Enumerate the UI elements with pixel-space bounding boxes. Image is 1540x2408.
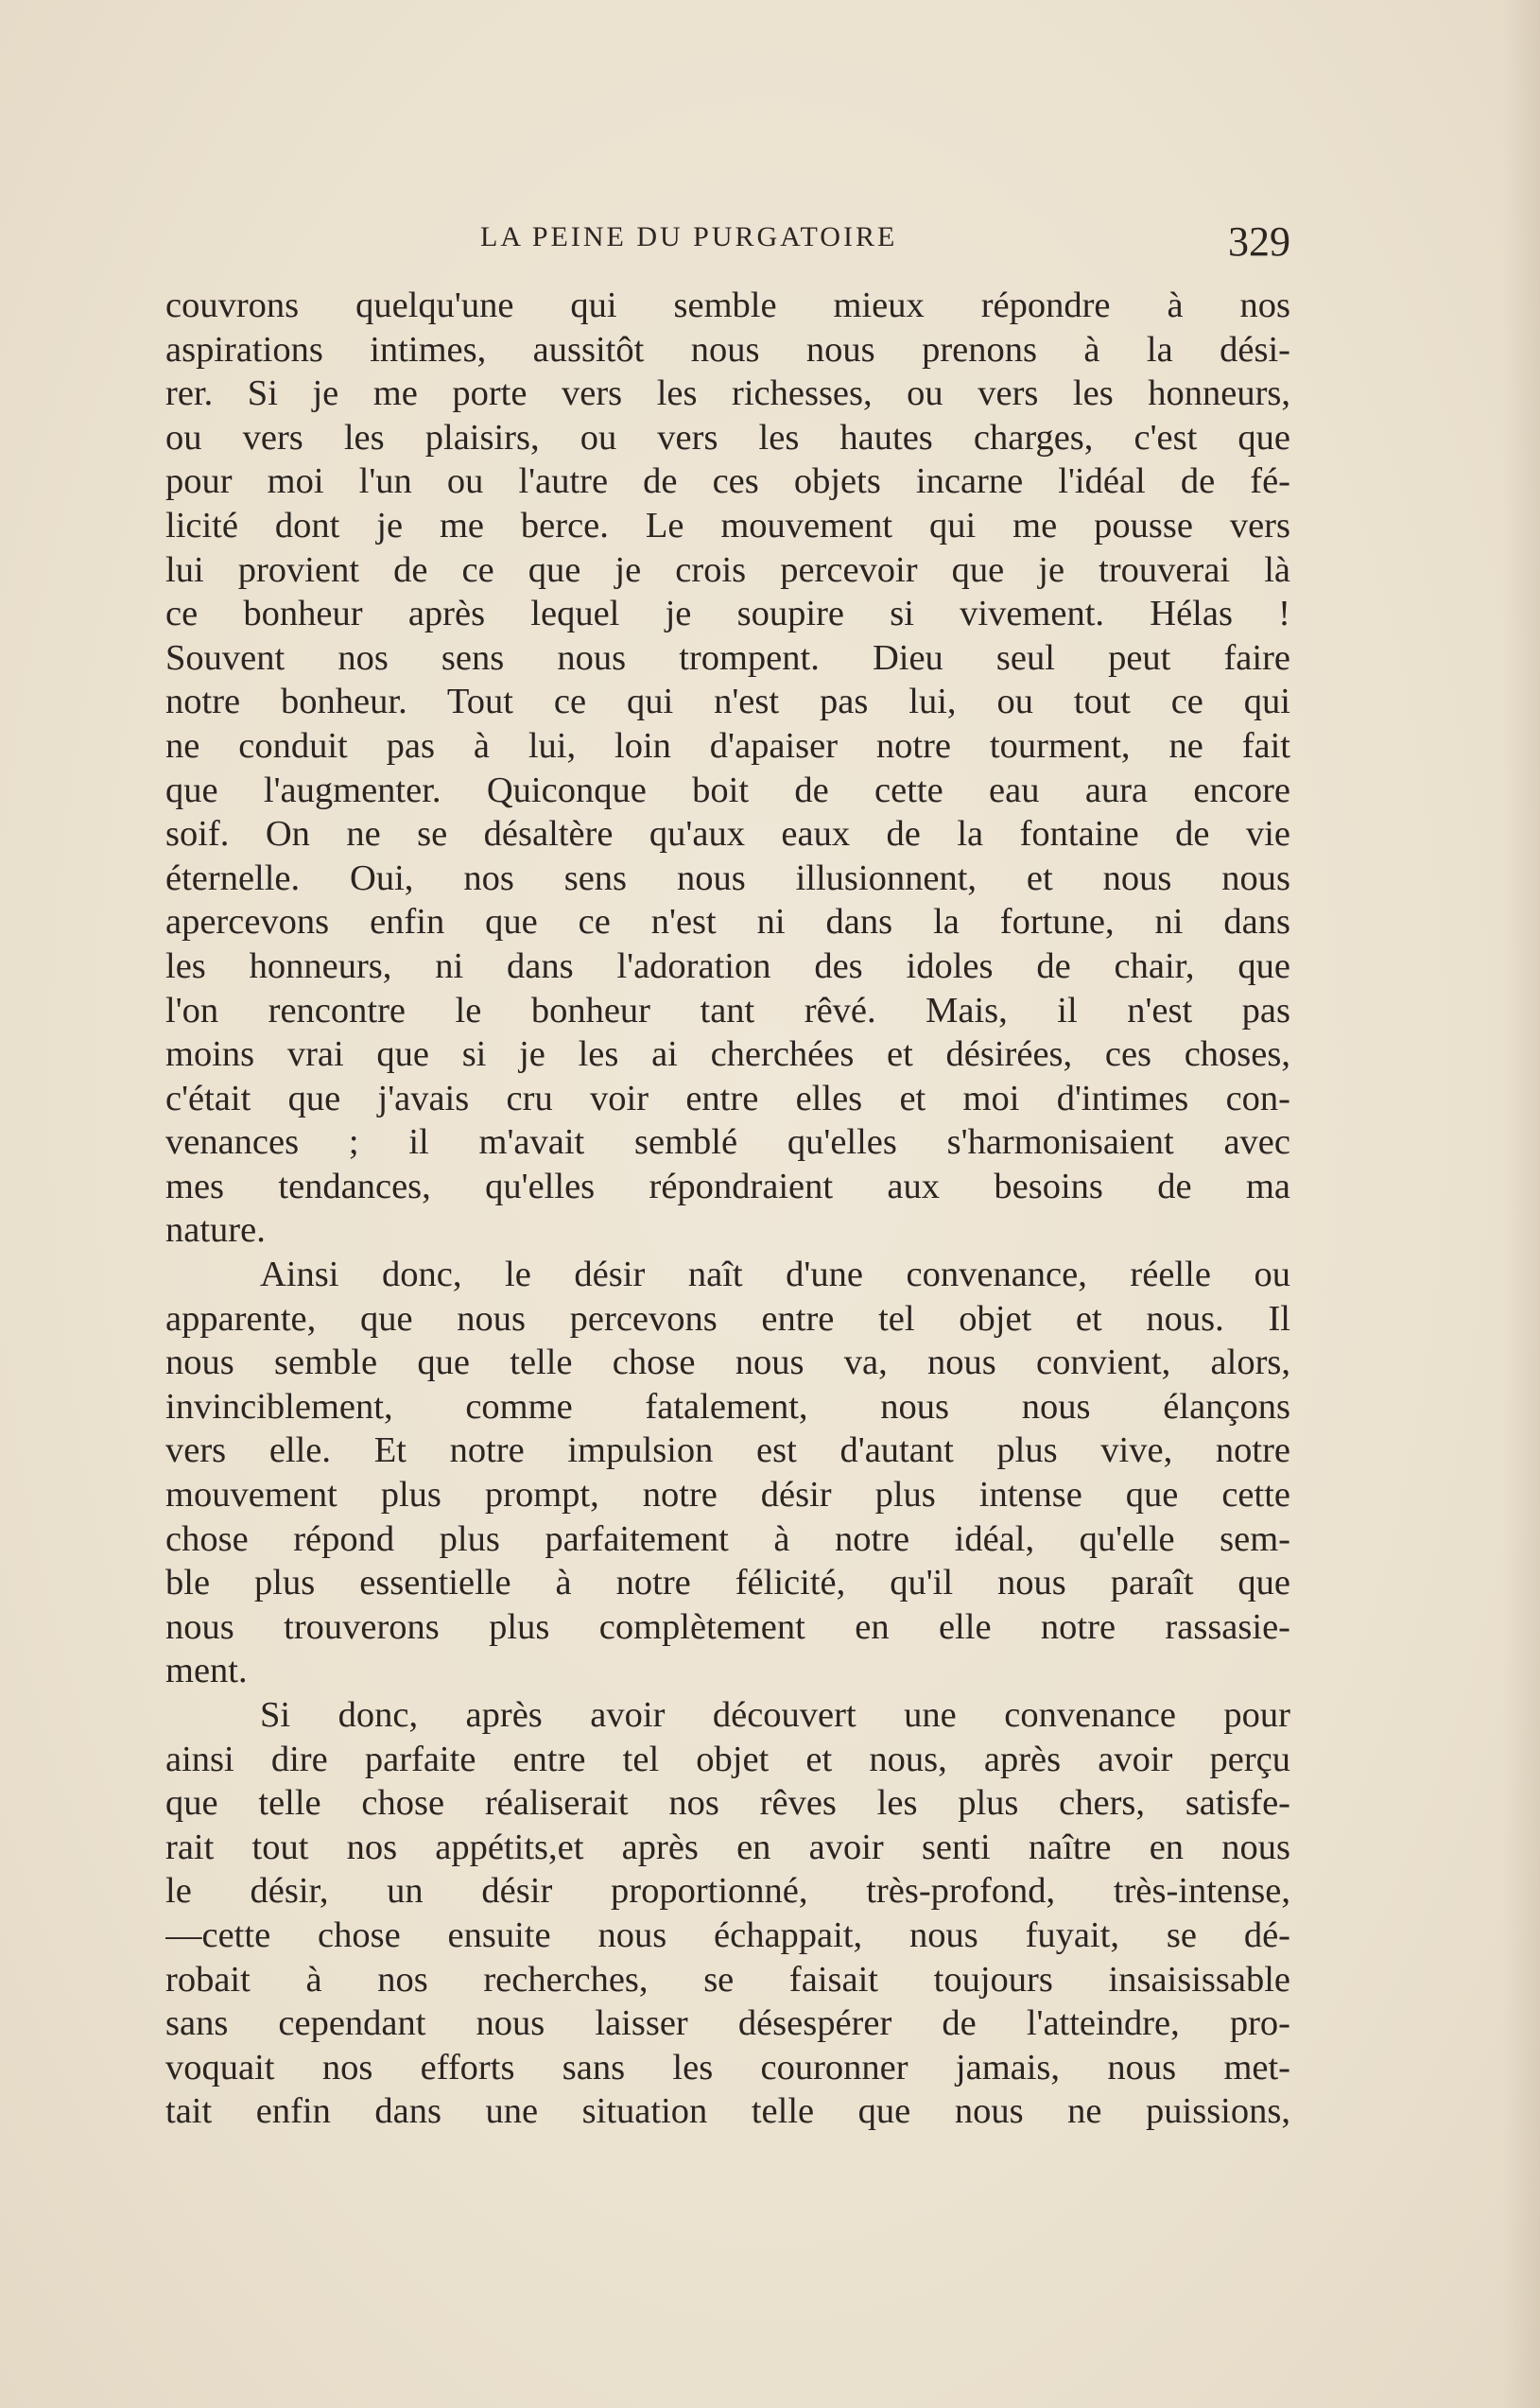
text-line: sans cependant nous laisser désespérer de l'atteindre, pro-	[165, 2003, 1290, 2044]
text-line: rait tout nos appétits,et après en avoir senti naître en nous	[165, 1827, 1290, 1867]
text-line: lui provient de ce que je crois percevoir que je trouverai là	[165, 549, 1290, 590]
text-line: invinciblement, comme fatalement, nous nous élançons	[165, 1386, 1290, 1427]
text-line: les honneurs, ni dans l'adoration des idoles de chair, que	[165, 945, 1290, 986]
text-line: mouvement plus prompt, notre désir plus intense que cette	[165, 1475, 1290, 1516]
text-line: ce bonheur après lequel je soupire si vivement. Hélas !	[165, 594, 1290, 634]
text-line: robait à nos recherches, se faisait toujours insaisissable	[165, 1959, 1290, 2000]
running-title: LA PEINE DU PURGATOIRE	[480, 221, 898, 252]
text-line: voquait nos efforts sans les couronner jamais, nous met-	[165, 2047, 1290, 2088]
text-line: nature.	[165, 1210, 266, 1251]
text-line: nous semble que telle chose nous va, nous convient, alors,	[165, 1343, 1290, 1383]
text-line: c'était que j'avais cru voir entre elles et moi d'intimes con-	[165, 1078, 1290, 1118]
text-line: ble plus essentielle à notre félicité, qu'il nous paraît que	[165, 1563, 1290, 1603]
page-number: 329	[1228, 218, 1290, 265]
text-line: que telle chose réaliserait nos rêves les plus chers, satisfe-	[165, 1783, 1290, 1824]
text-line: Souvent nos sens nous trompent. Dieu seul peut faire	[165, 637, 1290, 678]
text-line: notre bonheur. Tout ce qui n'est pas lui, ou tout ce qui	[165, 682, 1290, 722]
text-line: l'on rencontre le bonheur tant rêvé. Mais, il n'est pas	[165, 990, 1290, 1031]
text-line: tait enfin dans une situation telle que nous ne puissions,	[165, 2091, 1290, 2132]
text-line: aspirations intimes, aussitôt nous nous prenons à la dési-	[165, 329, 1290, 370]
paragraph-start-line: Si donc, après avoir découvert une convenance pour	[260, 1695, 1290, 1735]
text-line: rer. Si je me porte vers les richesses, ou vers les honneurs,	[165, 373, 1290, 414]
text-line: ment.	[165, 1651, 248, 1691]
text-line: nous trouverons plus complètement en elle notre rassasie-	[165, 1606, 1290, 1647]
text-line: chose répond plus parfaitement à notre idéal, qu'elle sem-	[165, 1518, 1290, 1559]
text-line: vers elle. Et notre impulsion est d'autant plus vive, notre	[165, 1430, 1290, 1471]
text-line: venances ; il m'avait semblé qu'elles s'harmonisaient avec	[165, 1122, 1290, 1163]
text-line: moins vrai que si je les ai cherchées et désirées, ces choses,	[165, 1034, 1290, 1075]
page-edge-shadow	[1502, 0, 1540, 2408]
text-line: licité dont je me berce. Le mouvement qui me pousse vers	[165, 505, 1290, 546]
running-head	[165, 217, 1290, 274]
text-line: ou vers les plaisirs, ou vers les hautes charges, c'est que	[165, 417, 1290, 458]
text-line: mes tendances, qu'elles répondraient aux besoins de ma	[165, 1166, 1290, 1206]
body-text	[165, 284, 1290, 2134]
text-line: ainsi dire parfaite entre tel objet et nous, après avoir perçu	[165, 1739, 1290, 1779]
paragraph-start-line: Ainsi donc, le désir naît d'une convenance, réelle ou	[260, 1255, 1290, 1295]
text-line: pour moi l'un ou l'autre de ces objets incarne l'idéal de fé-	[165, 461, 1290, 502]
text-line: que l'augmenter. Quiconque boit de cette eau aura encore	[165, 770, 1290, 810]
text-line: soif. On ne se désaltère qu'aux eaux de la fontaine de vie	[165, 814, 1290, 855]
text-line: apercevons enfin que ce n'est ni dans la fortune, ni dans	[165, 902, 1290, 943]
text-line: le désir, un désir proportionné, très-profond, très-intense,	[165, 1871, 1290, 1912]
text-line: ne conduit pas à lui, loin d'apaiser notre tourment, ne fait	[165, 725, 1290, 766]
text-line: éternelle. Oui, nos sens nous illusionnent, et nous nous	[165, 858, 1290, 898]
text-line: couvrons quelqu'une qui semble mieux répondre à nos	[165, 286, 1290, 325]
text-line: apparente, que nous percevons entre tel objet et nous. Il	[165, 1298, 1290, 1339]
text-line: —cette chose ensuite nous échappait, nous fuyait, se dé-	[165, 1914, 1290, 1955]
